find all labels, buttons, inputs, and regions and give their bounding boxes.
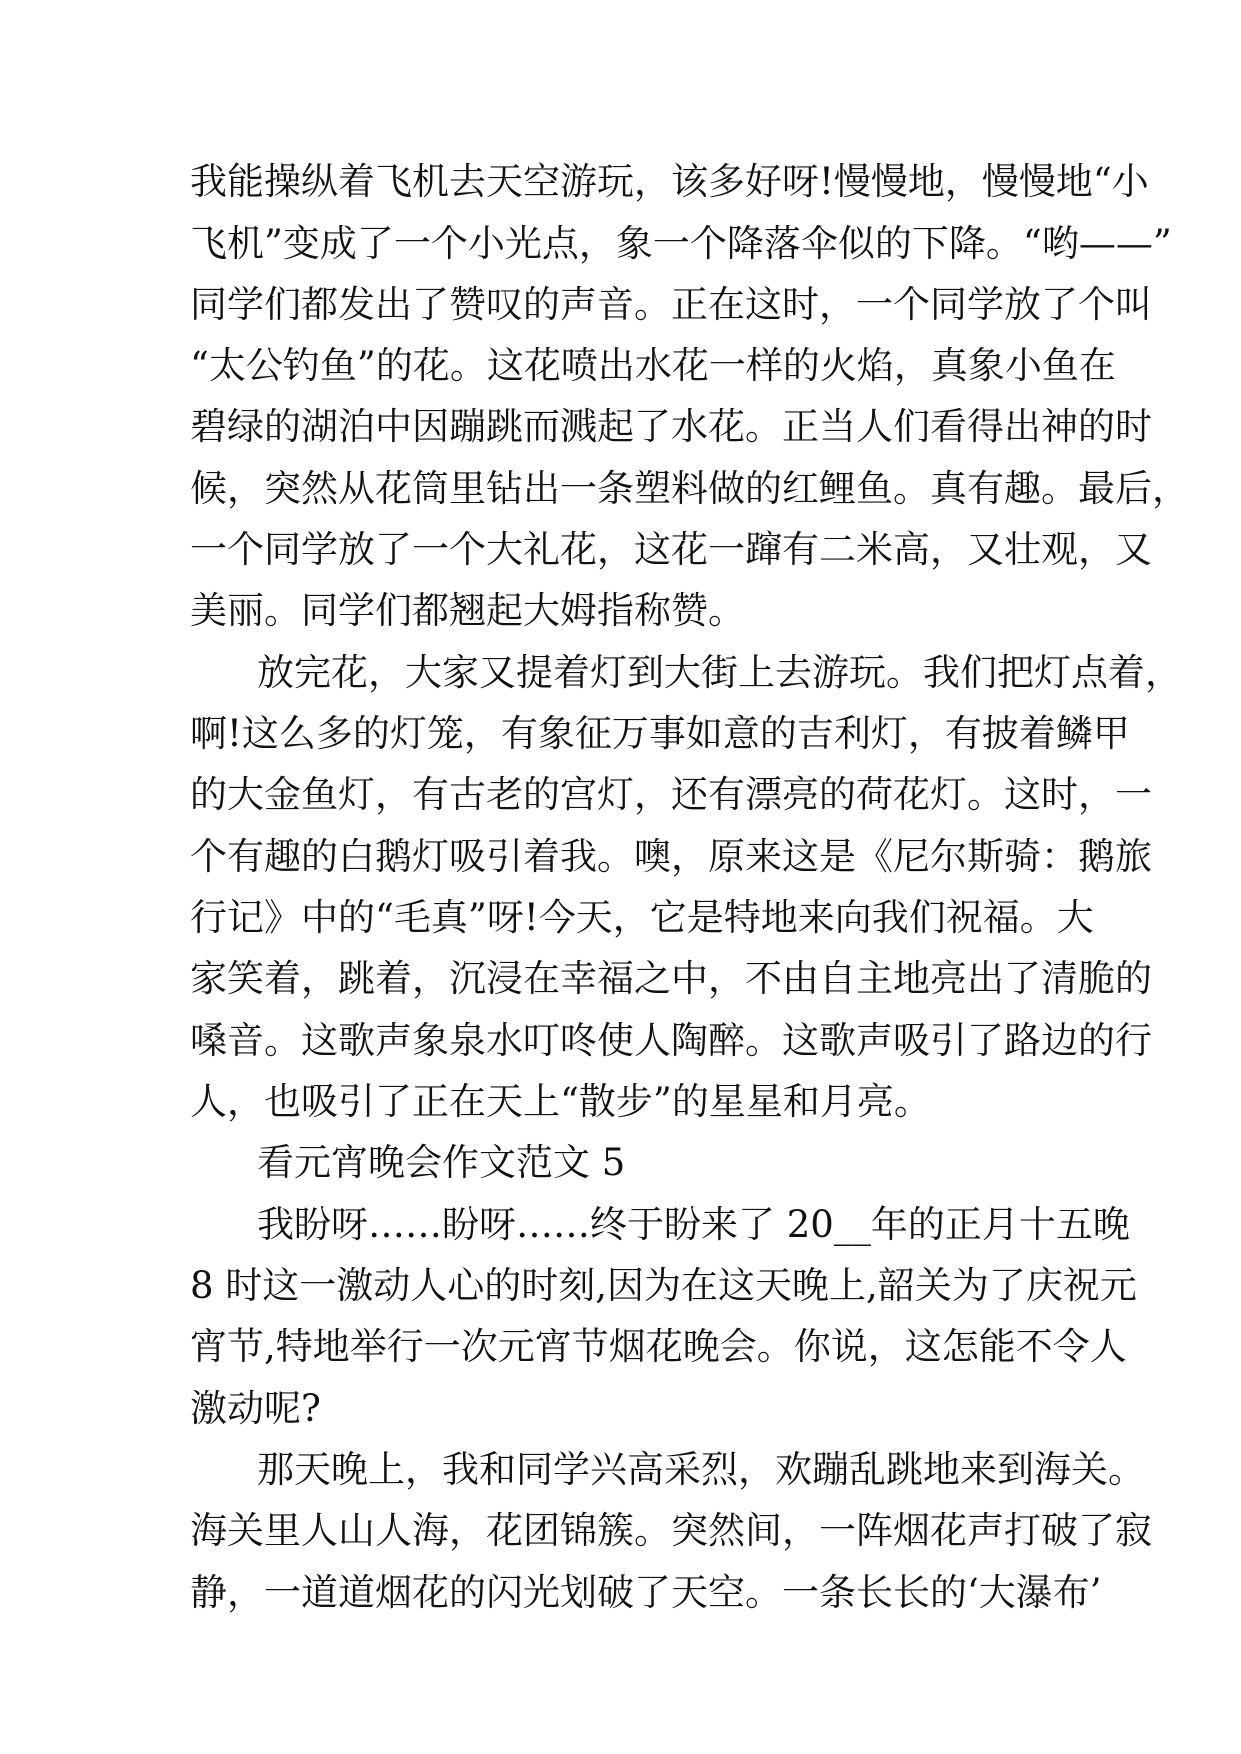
text-line: 海关里人山人海，花团锦簇。突然间，一阵烟花声打破了寂 [190,1509,1152,1552]
text-line: 家笑着，跳着，沉浸在幸福之中，不由自主地亮出了清脆的 [190,957,1152,1000]
text-line: 人，也吸引了正在天上“散步”的星星和月亮。 [190,1080,931,1123]
text-line: 碧绿的湖泊中因蹦跳而溅起了水花。正当人们看得出神的时 [190,405,1152,448]
text-line: 行记》中的“毛真”呀!今天，它是特地来向我们祝福。大 [190,896,1094,939]
text-line: 的大金鱼灯，有古老的宫灯，还有漂亮的荷花灯。这时，一 [190,773,1152,816]
text-line: 静，一道道烟花的闪光划破了天空。一条长长的‘大瀑布’ [190,1571,1102,1614]
text-line: 宵节,特地举行一次元宵节烟花晚会。你说，这怎能不令人 [190,1325,1127,1368]
text-line: 飞机”变成了一个小光点，象一个降落伞似的下降。“哟——” [190,222,1172,265]
text-line: 我盼呀……盼呀……终于盼来了 20__年的正月十五晚 [257,1203,1130,1246]
text-line: 啊!这么多的灯笼，有象征万事如意的吉利灯，有披着鳞甲 [190,712,1130,755]
text-line: 一个同学放了一个大礼花，这花一蹿有二米高，又壮观，又 [190,528,1152,571]
text-line: 放完花，大家又提着灯到大街上去游玩。我们把灯点着， [257,651,1182,694]
text-line: 激动呢? [190,1387,321,1430]
text-line: 我能操纵着飞机去天空游玩，该多好呀!慢慢地，慢慢地“小 [190,160,1149,203]
text-line: 同学们都发出了赞叹的声音。正在这时，一个同学放了个叫 [190,283,1152,326]
text-line: 8 时这一激动人心的时刻,因为在这天晚上,韶关为了庆祝元 [190,1264,1137,1307]
section-heading: 看元宵晚会作文范文 5 [257,1141,626,1184]
text-line: “太公钓鱼”的花。这花喷出水花一样的火焰，真象小鱼在 [190,344,1116,387]
text-line: 那天晚上，我和同学兴高采烈，欢蹦乱跳地来到海关。 [257,1448,1145,1491]
text-line: 候，突然从花筒里钻出一条塑料做的红鲤鱼。真有趣。最后， [190,467,1189,510]
text-line: 个有趣的白鹅灯吸引着我。噢，原来这是《尼尔斯骑：鹅旅 [190,835,1152,878]
text-line: 嗓音。这歌声象泉水叮咚使人陶醉。这歌声吸引了路边的行 [190,1019,1152,1062]
text-line: 美丽。同学们都翘起大姆指称赞。 [190,589,745,632]
